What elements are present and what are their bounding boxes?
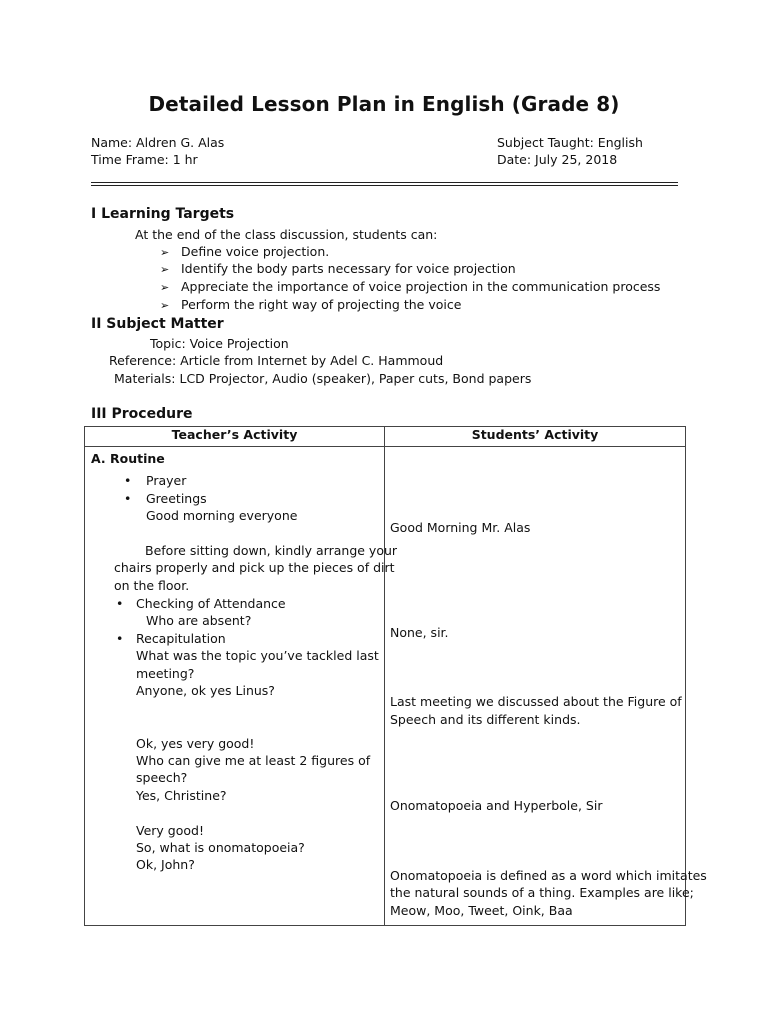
student-response: the natural sounds of a thing. Examples are like; bbox=[390, 885, 694, 900]
bullet-icon: • bbox=[116, 596, 124, 611]
subject-topic: Topic: Voice Projection bbox=[150, 336, 289, 351]
bullet-icon: • bbox=[116, 631, 124, 646]
teacher-line: Very good! bbox=[136, 823, 204, 838]
teacher-line: Who can give me at least 2 figures of bbox=[136, 753, 371, 768]
greetings-item: Greetings bbox=[146, 491, 207, 506]
divider-top bbox=[91, 182, 678, 183]
student-response: Good Morning Mr. Alas bbox=[390, 520, 531, 535]
teacher-line: speech? bbox=[136, 770, 188, 785]
prayer-item: Prayer bbox=[146, 473, 187, 488]
section-subject-matter-heading: II Subject Matter bbox=[91, 316, 224, 332]
student-response: Meow, Moo, Tweet, Oink, Baa bbox=[390, 903, 573, 918]
teacher-activity-cell bbox=[85, 447, 398, 926]
section-learning-targets-heading: I Learning Targets bbox=[91, 206, 235, 222]
procedure-table bbox=[84, 426, 707, 926]
subject-reference: Reference: Article from Internet by Adel C. Hammoud bbox=[109, 353, 444, 368]
teacher-line: Who are absent? bbox=[146, 613, 252, 628]
student-response: Last meeting we discussed about the Figure of bbox=[390, 694, 682, 709]
learning-targets-intro: At the end of the class discussion, students can: bbox=[135, 227, 438, 242]
teacher-line: Before sitting down, kindly arrange your bbox=[145, 543, 398, 558]
table-row bbox=[85, 447, 686, 926]
arrow-bullet-icon: ➢ bbox=[160, 263, 170, 276]
learning-target-item: Appreciate the importance of voice projection in the communication process bbox=[181, 279, 661, 294]
student-response: Onomatopoeia and Hyperbole, Sir bbox=[390, 798, 603, 813]
attendance-item: Checking of Attendance bbox=[136, 596, 286, 611]
arrow-bullet-icon: ➢ bbox=[160, 246, 170, 259]
student-response: Onomatopoeia is defined as a word which imitates bbox=[390, 868, 707, 883]
author-name: Name: Aldren G. Alas bbox=[91, 135, 225, 150]
teacher-line: chairs properly and pick up the pieces of dirt bbox=[114, 560, 395, 575]
subject-materials: Materials: LCD Projector, Audio (speaker), Paper cuts, Bond papers bbox=[114, 371, 532, 386]
document-title: Detailed Lesson Plan in English (Grade 8) bbox=[148, 92, 620, 116]
learning-target-item: Define voice projection. bbox=[181, 244, 330, 259]
bullet-icon: • bbox=[124, 491, 132, 506]
column-header-students: Students’ Activity bbox=[385, 427, 686, 447]
table-header-row bbox=[85, 427, 686, 447]
divider-bottom bbox=[91, 185, 678, 186]
section-procedure-heading: III Procedure bbox=[91, 406, 193, 422]
routine-heading: A. Routine bbox=[91, 451, 165, 466]
lesson-date: Date: July 25, 2018 bbox=[497, 152, 618, 167]
time-frame: Time Frame: 1 hr bbox=[91, 152, 198, 167]
bullet-icon: • bbox=[124, 473, 132, 488]
student-response: Speech and its different kinds. bbox=[390, 712, 581, 727]
teacher-line: meeting? bbox=[136, 666, 195, 681]
learning-target-item: Identify the body parts necessary for voice projection bbox=[181, 261, 516, 276]
student-response: None, sir. bbox=[390, 625, 449, 640]
teacher-line: What was the topic you’ve tackled last bbox=[136, 648, 379, 663]
column-header-teacher: Teacher’s Activity bbox=[85, 427, 385, 447]
teacher-line: Yes, Christine? bbox=[136, 788, 227, 803]
recapitulation-item: Recapitulation bbox=[136, 631, 226, 646]
teacher-line: on the floor. bbox=[114, 578, 190, 593]
students-activity-cell bbox=[385, 447, 707, 926]
learning-target-item: Perform the right way of projecting the voice bbox=[181, 297, 462, 312]
arrow-bullet-icon: ➢ bbox=[160, 299, 170, 312]
teacher-line: Ok, yes very good! bbox=[136, 736, 255, 751]
subject-taught: Subject Taught: English bbox=[497, 135, 643, 150]
teacher-line: So, what is onomatopoeia? bbox=[136, 840, 305, 855]
arrow-bullet-icon: ➢ bbox=[160, 281, 170, 294]
teacher-line: Good morning everyone bbox=[146, 508, 298, 523]
teacher-line: Ok, John? bbox=[136, 857, 195, 872]
teacher-line: Anyone, ok yes Linus? bbox=[136, 683, 275, 698]
